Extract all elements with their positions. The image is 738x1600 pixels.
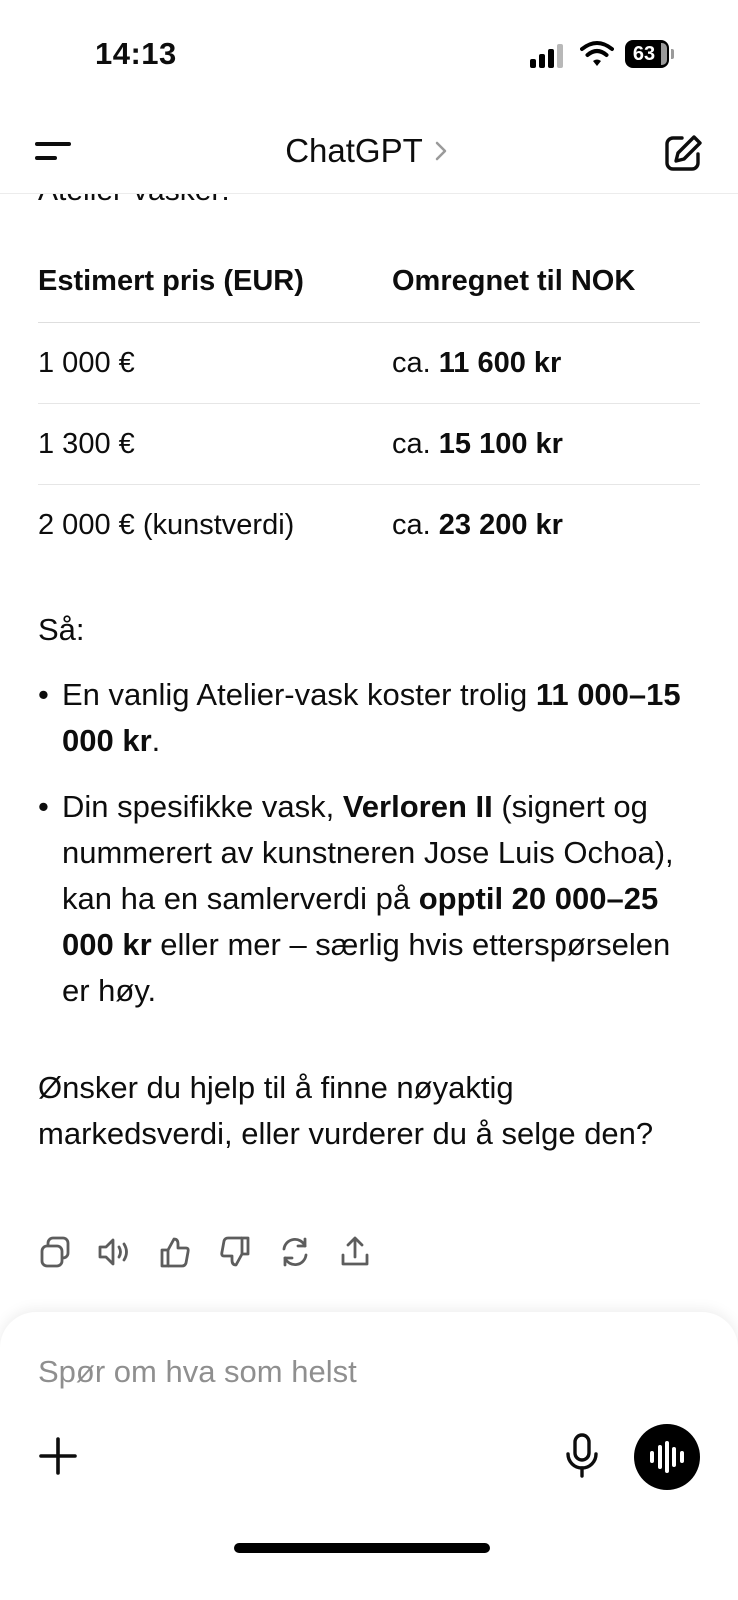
voice-mode-button[interactable] — [634, 1424, 700, 1490]
table-row — [38, 485, 700, 565]
sound-wave-icon — [647, 1441, 687, 1473]
cell-nok: ca. 23 200 kr — [392, 508, 563, 541]
chat-header — [0, 118, 738, 194]
thumbs-down-icon[interactable] — [216, 1230, 254, 1274]
summary-list — [38, 672, 703, 1034]
message-composer — [0, 1312, 738, 1600]
status-time: 14:13 — [95, 36, 177, 71]
header-title — [0, 132, 738, 170]
battery-icon — [625, 40, 673, 68]
cell-nok: ca. 11 600 kr — [392, 346, 562, 379]
so-label: Så: — [38, 612, 85, 647]
home-indicator — [234, 1543, 490, 1553]
table-row — [38, 323, 700, 404]
cell-nok: ca. 15 100 kr — [392, 427, 563, 460]
plus-icon[interactable] — [38, 1436, 78, 1476]
regenerate-icon[interactable] — [276, 1230, 314, 1274]
table-header — [38, 240, 700, 323]
table-row — [38, 404, 700, 485]
status-bar — [0, 0, 738, 110]
copy-icon[interactable] — [36, 1230, 74, 1274]
header-title-label: ChatGPT — [285, 132, 423, 169]
model-selector[interactable] — [285, 132, 453, 170]
microphone-icon[interactable] — [562, 1432, 602, 1480]
column-header-eur: Estimert pris (EUR) — [38, 264, 304, 297]
list-item: • En vanlig Atelier-vask koster trolig 11 000–15 000 kr. — [38, 672, 703, 764]
cell-eur: 1 000 € — [38, 346, 135, 379]
battery-level: 63 — [632, 43, 656, 65]
share-icon[interactable] — [336, 1230, 374, 1274]
column-header-nok: Omregnet til NOK — [392, 264, 636, 297]
cell-eur: 1 300 € — [38, 427, 135, 460]
wifi-icon — [580, 40, 614, 68]
prompt-input[interactable] — [38, 1350, 558, 1394]
closing-question: Ønsker du hjelp til å finne nøyaktig markedsverdi, eller vurderer du å selge den? — [38, 1070, 654, 1151]
new-chat-icon[interactable] — [662, 132, 704, 174]
chevron-right-icon — [429, 136, 453, 166]
list-item: • Din spesifikke vask, Verloren II (signert og nummerert av kunstneren Jose Luis Ochoa), kan ha en samlerverdi på opptil 20 000–25 000 kr eller mer – særlig hvis etterspørselen er høy. — [38, 784, 703, 1014]
price-table — [38, 240, 700, 565]
message-actions — [36, 1230, 374, 1274]
cell-eur: 2 000 € (kunstverdi) — [38, 508, 295, 541]
read-aloud-icon[interactable] — [96, 1230, 134, 1274]
cellular-signal-icon — [530, 42, 566, 68]
thumbs-up-icon[interactable] — [156, 1230, 194, 1274]
